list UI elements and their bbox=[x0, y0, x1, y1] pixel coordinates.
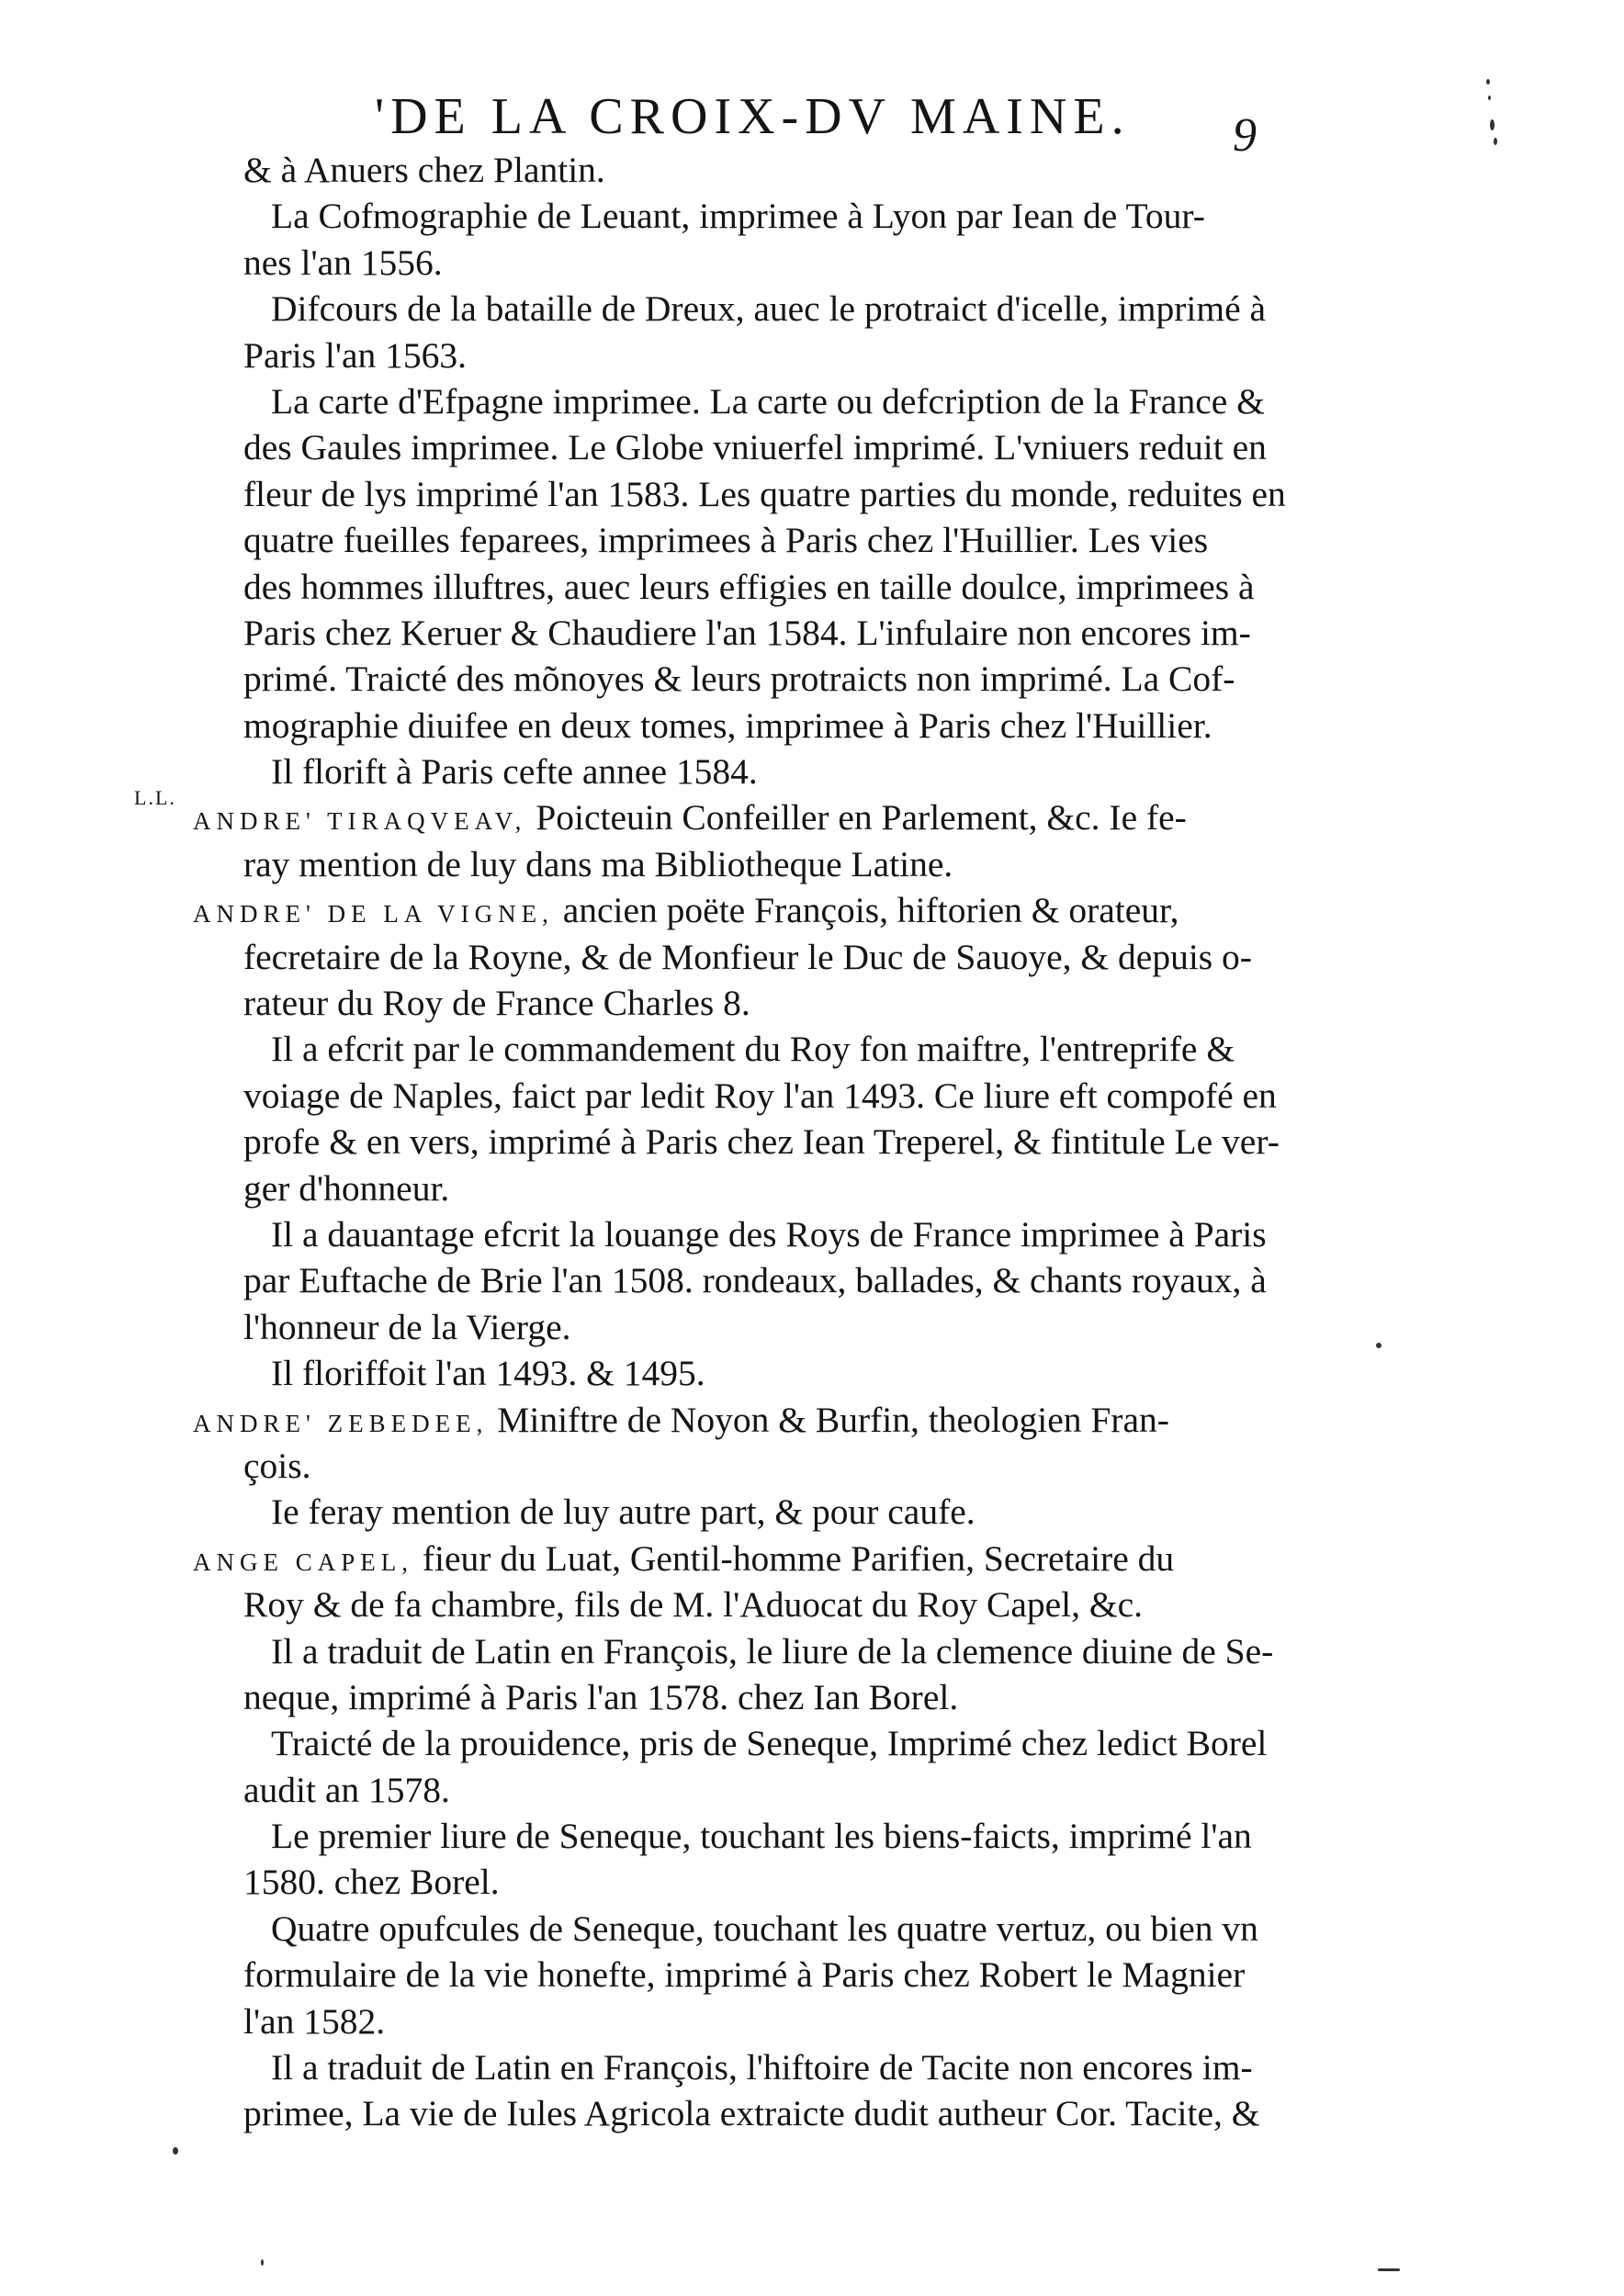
line-text: fecretaire de la Royne, & de Monfieur le Duc de Sauoye, & depuis o- bbox=[243, 936, 1252, 977]
text-line bbox=[184, 1628, 1286, 1674]
text-line bbox=[184, 1397, 1286, 1443]
speck-mark bbox=[1376, 1343, 1382, 1348]
speck-mark bbox=[1486, 79, 1490, 84]
line-text: fieur du Luat, Gentil-homme Parifien, Secretaire du bbox=[413, 1537, 1175, 1579]
line-text: primee, La vie de Iules Agricola extraicte dudit autheur Cor. Tacite, & bbox=[243, 2093, 1260, 2134]
text-line bbox=[184, 2044, 1286, 2090]
text-line bbox=[184, 1536, 1286, 1581]
text-line bbox=[184, 703, 1286, 748]
text-line bbox=[184, 1165, 1286, 1211]
speck-mark bbox=[1378, 2268, 1400, 2271]
speck-mark bbox=[261, 2259, 264, 2266]
line-text: Quatre opufcules de Seneque, touchant les quatre vertuz, ou bien vn bbox=[271, 1908, 1258, 1949]
text-line bbox=[184, 1304, 1286, 1350]
text-line bbox=[184, 1211, 1286, 1257]
text-line bbox=[184, 286, 1286, 332]
entry-name: ANDRE' DE LA VIGNE, bbox=[193, 900, 554, 929]
line-text: Il floriffoit l'an 1493. & 1495. bbox=[271, 1353, 705, 1394]
line-text: La Cofmographie de Leuant, imprimee à Lyon par Iean de Tour- bbox=[271, 196, 1205, 237]
speck-mark bbox=[173, 2147, 178, 2155]
text-line bbox=[184, 1813, 1286, 1859]
text-line bbox=[184, 193, 1286, 239]
text-line bbox=[184, 934, 1286, 980]
text-line bbox=[184, 887, 1286, 933]
line-text: Difcours de la bataille de Dreux, auec le protraict d'icelle, imprimé à bbox=[271, 288, 1267, 330]
text-line bbox=[184, 471, 1286, 517]
line-text: neque, imprimé à Paris l'an 1578. chez Ian Borel. bbox=[243, 1676, 959, 1717]
text-line bbox=[184, 1674, 1286, 1720]
text-line bbox=[184, 564, 1286, 610]
line-text: Il a dauantage efcrit la louange des Roys de France imprimee à Paris bbox=[271, 1213, 1267, 1255]
line-text: ger d'honneur. bbox=[243, 1167, 450, 1209]
text-line bbox=[184, 1119, 1286, 1165]
line-text: rateur du Roy de France Charles 8. bbox=[243, 983, 750, 1024]
text-line bbox=[184, 1720, 1286, 1766]
line-text: Traicté de la prouidence, pris de Seneque, Imprimé chez ledict Borel bbox=[271, 1723, 1268, 1764]
line-text: l'honneur de la Vierge. bbox=[243, 1306, 571, 1347]
line-text: Poicteuin Confeiller en Parlement, &c. Ie fe- bbox=[526, 797, 1187, 838]
body-text bbox=[184, 147, 1286, 2137]
text-line bbox=[184, 1581, 1286, 1627]
text-line bbox=[184, 1257, 1286, 1303]
line-text: 1580. chez Borel. bbox=[243, 1862, 500, 1903]
text-line bbox=[184, 841, 1286, 887]
entry-name: ANDRE' ZEBEDEE, bbox=[193, 1409, 489, 1437]
line-text: Roy & de fa chambre, fils de M. l'Aduocat du Roy Capel, &c. bbox=[243, 1584, 1144, 1626]
line-text: & à Anuers chez Plantin. bbox=[243, 150, 605, 190]
text-line bbox=[184, 656, 1286, 702]
line-text: Paris l'an 1563. bbox=[243, 334, 467, 376]
text-line bbox=[184, 1952, 1286, 1998]
line-text: La carte d'Efpagne imprimee. La carte ou defcription de la France & bbox=[271, 380, 1265, 422]
text-line bbox=[184, 610, 1286, 656]
line-text: mographie diuifee en deux tomes, imprimee à Paris chez l'Huillier. bbox=[243, 704, 1212, 746]
line-text: l'an 1582. bbox=[243, 2000, 386, 2042]
line-text: des Gaules imprimee. Le Globe vniuerfel imprimé. L'vniuers reduit en bbox=[243, 427, 1267, 468]
line-text: Il florift à Paris cefte annee 1584. bbox=[271, 751, 758, 793]
speck-mark bbox=[1488, 96, 1491, 100]
text-line bbox=[184, 147, 1286, 193]
text-line bbox=[184, 424, 1286, 470]
page-number: 9 bbox=[1233, 109, 1257, 162]
text-line bbox=[184, 1489, 1286, 1535]
line-text: audit an 1578. bbox=[243, 1769, 450, 1810]
text-line bbox=[184, 748, 1286, 794]
running-title: 'DE LA CROIX-DV MAINE. bbox=[375, 88, 1131, 145]
text-line bbox=[184, 517, 1286, 563]
line-text: Miniftre de Noyon & Burfin, theologien Fran- bbox=[488, 1399, 1169, 1440]
speck-mark bbox=[1490, 119, 1494, 130]
line-text: par Euftache de Brie l'an 1508. rondeaux, ballades, & chants royaux, à bbox=[243, 1260, 1267, 1301]
line-text: quatre fueilles feparees, imprimees à Paris chez l'Huillier. Les vies bbox=[243, 520, 1209, 561]
margin-note: L.L. bbox=[134, 786, 176, 809]
text-line bbox=[184, 332, 1286, 378]
line-text: ancien poëte François, hiftorien & orateur, bbox=[553, 890, 1179, 931]
text-line bbox=[184, 980, 1286, 1026]
line-text: primé. Traicté des mõnoyes & leurs protraicts non imprimé. La Cof- bbox=[243, 658, 1235, 700]
text-line bbox=[184, 378, 1286, 424]
text-line bbox=[184, 1998, 1286, 2044]
text-line bbox=[184, 1073, 1286, 1119]
line-text: fleur de lys imprimé l'an 1583. Les quatre parties du monde, reduites en bbox=[243, 473, 1286, 514]
line-text: Ie feray mention de luy autre part, & pour caufe. bbox=[271, 1491, 976, 1533]
line-text: çois. bbox=[243, 1445, 311, 1486]
line-text: des hommes illuftres, auec leurs effigies en taille doulce, imprimees à bbox=[243, 566, 1255, 607]
line-text: profe & en vers, imprimé à Paris chez Iean Treperel, & fintitule Le ver- bbox=[243, 1121, 1280, 1163]
text-line bbox=[184, 240, 1286, 286]
text-line bbox=[184, 1026, 1286, 1072]
line-text: ray mention de luy dans ma Bibliotheque Latine. bbox=[243, 843, 953, 884]
text-line bbox=[184, 1443, 1286, 1489]
text-line bbox=[184, 1350, 1286, 1396]
line-text: Le premier liure de Seneque, touchant les biens-faicts, imprimé l'an bbox=[271, 1816, 1252, 1857]
line-text: Il a efcrit par le commandement du Roy fon maiftre, l'entreprife & bbox=[271, 1029, 1235, 1070]
text-line bbox=[184, 1859, 1286, 1905]
line-text: Paris chez Keruer & Chaudiere l'an 1584. L'infulaire non encores im- bbox=[243, 612, 1251, 653]
line-text: formulaire de la vie honefte, imprimé à Paris chez Robert le Magnier bbox=[243, 1954, 1246, 1996]
line-text: voiage de Naples, faict par ledit Roy l'an 1493. Ce liure eft compofé en bbox=[243, 1075, 1277, 1116]
entry-name: ANGE CAPEL, bbox=[193, 1548, 413, 1576]
entry-name: ANDRE' TIRAQVEAV, bbox=[193, 807, 527, 836]
speck-mark bbox=[1494, 138, 1497, 145]
line-text: nes l'an 1556. bbox=[243, 242, 443, 283]
line-text: Il a traduit de Latin en François, le liure de la clemence diuine de Se- bbox=[271, 1630, 1274, 1671]
text-line bbox=[184, 794, 1286, 840]
line-text: Il a traduit de Latin en François, l'hiftoire de Tacite non encores im- bbox=[271, 2047, 1253, 2088]
text-line bbox=[184, 1767, 1286, 1813]
text-line bbox=[184, 1906, 1286, 1952]
text-line bbox=[184, 2090, 1286, 2136]
